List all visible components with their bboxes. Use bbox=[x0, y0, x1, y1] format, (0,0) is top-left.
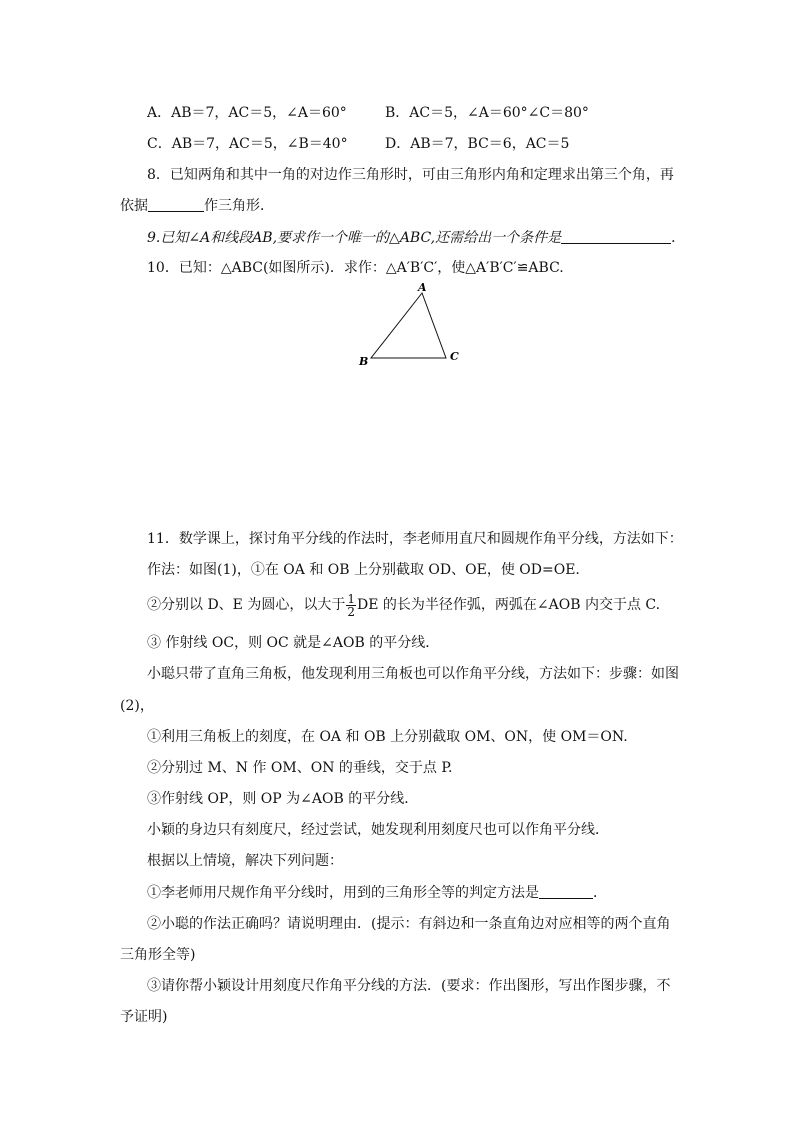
q11-xiaoying: 小颖的身边只有刻度尺，经过尝试，她发现利用刻度尺也可以作角平分线． bbox=[147, 822, 609, 838]
q11-sub2-line2: 三角形全等) bbox=[120, 947, 196, 963]
option-a: A．AB＝7，AC＝5，∠A＝60° bbox=[147, 105, 347, 121]
q11-method-step1: 作法：如图(1)，①在 OA 和 OB 上分别截取 OD、OE，使 OD=OE. bbox=[147, 562, 580, 578]
question-11-intro: 11．数学课上，探讨角平分线的作法时，李老师用直尺和圆规作角平分线，方法如下： bbox=[147, 531, 683, 547]
question-10: 10．已知：△ABC(如图所示)．求作：△A′B′C′，使△A′B′C′≌ABC. bbox=[147, 260, 564, 276]
fraction-numerator: 1 bbox=[347, 591, 355, 606]
question-8-line2 bbox=[120, 196, 274, 216]
q11-sub1-end: ． bbox=[593, 885, 607, 901]
question-9 bbox=[147, 228, 685, 248]
option-c: C．AB＝7，AC＝5，∠B＝40° bbox=[147, 136, 348, 152]
q11-sub1-text: ①李老师用尺规作角平分线时，用到的三角形全等的判定方法是 bbox=[147, 885, 539, 901]
triangle-shape bbox=[371, 293, 446, 358]
q9-end: ． bbox=[671, 230, 686, 246]
q8-text-post: 作三角形． bbox=[204, 198, 274, 214]
option-d: D．AB＝7，BC＝6，AC＝5 bbox=[385, 136, 570, 152]
q11-method-step3: ③ 作射线 OC，则 OC 就是∠AOB 的平分线． bbox=[147, 635, 440, 651]
answer-blank-q8[interactable] bbox=[148, 197, 204, 212]
answer-blank-q11-1[interactable] bbox=[539, 884, 593, 899]
fraction-denominator: 2 bbox=[347, 604, 355, 619]
vertex-label-c: C bbox=[450, 350, 459, 363]
question-8-line1: 8．已知两角和其中一角的对边作三角形时，可由三角形内角和定理求出第三个角，再 bbox=[147, 167, 674, 183]
q11-sub3-line1: ③请你帮小颖设计用刻度尺作角平分线的方法．(要求：作出图形，写出作图步骤，不 bbox=[147, 978, 671, 994]
q11-xiaocong-line2: (2)， bbox=[120, 698, 154, 714]
vertex-label-b: B bbox=[359, 355, 369, 368]
q11-method-step2 bbox=[147, 592, 660, 618]
vertex-label-a: A bbox=[418, 281, 427, 294]
fraction-one-half bbox=[346, 593, 356, 618]
answer-blank-q9[interactable] bbox=[561, 229, 671, 244]
q11-sub3-line2: 予证明) bbox=[120, 1009, 168, 1025]
q11-prompt: 根据以上情境，解决下列问题： bbox=[147, 853, 343, 869]
q11-xiaocong-step2: ②分别过 M、N 作 OM、ON 的垂线，交于点 P. bbox=[147, 760, 453, 776]
q11-sub2-line1: ②小聪的作法正确吗？请说明理由．(提示：有斜边和一条直角边对应相等的两个直角 bbox=[147, 916, 671, 932]
option-b: B．AC＝5，∠A＝60°∠C＝80° bbox=[385, 105, 589, 121]
q9-text: 9.已知∠A和线段AB,要求作一个唯一的△ABC,还需给出一个条件是 bbox=[147, 230, 562, 246]
q11-xiaocong-step1: ①利用三角板上的刻度，在 OA 和 OB 上分别截取 OM、ON，使 OM＝ON. bbox=[147, 729, 628, 745]
q11-xiaocong-step3: ③作射线 OP，则 OP 为∠AOB 的平分线． bbox=[147, 791, 419, 807]
q8-text-pre: 依据 bbox=[120, 198, 148, 214]
q11-step2-pre: ②分别以 D、E 为圆心，以大于 bbox=[147, 597, 346, 613]
triangle-figure bbox=[355, 280, 465, 372]
q11-step2-post: DE 的长为半径作弧，两弧在∠AOB 内交于点 C. bbox=[357, 597, 661, 613]
q11-sub1 bbox=[147, 883, 607, 903]
q11-xiaocong-line1: 小聪只带了直角三角板，他发现利用三角板也可以作角平分线，方法如下：步骤：如图 bbox=[147, 666, 679, 682]
